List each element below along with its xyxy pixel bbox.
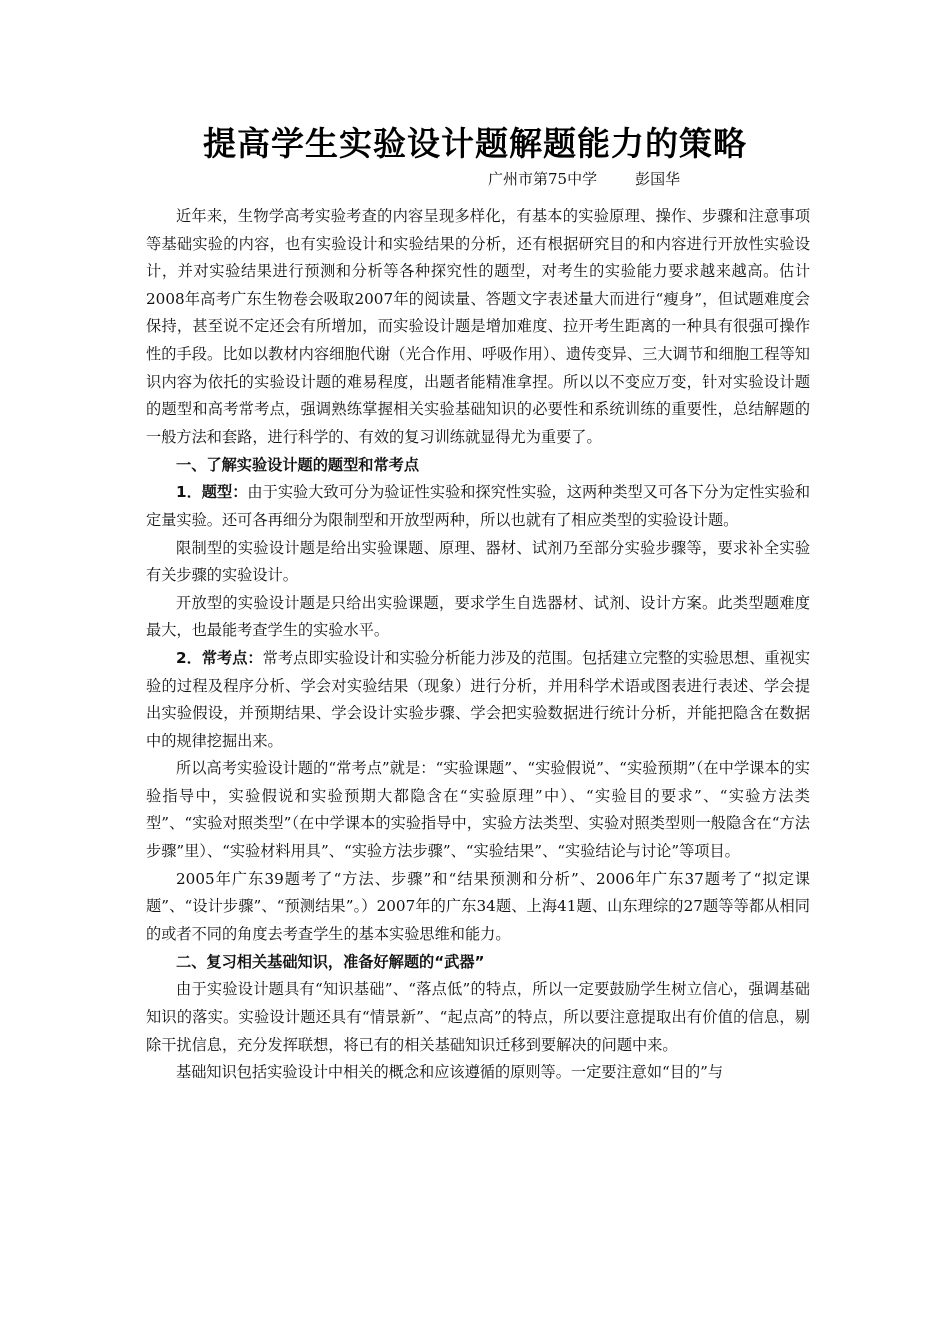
- section-heading-1: 一、了解实验设计题的题型和常考点: [176, 456, 419, 475]
- section-heading-2: 二、复习相关基础知识，准备好解题的“武器”: [176, 953, 485, 972]
- paragraph-common-points: 所以高考实验设计题的“常考点”就是：“实验课题”、“实验假说”、“实验预期”（在中学课本的实验指导中，实验假说和实验预期大都隐含在“实验原理”中）、“实验目的要求”、“实验方法类型”、“实验对照类型”（在中学课本的实验指导中，实验方法类型、实验对照类型则一般隐含在“方法步骤”里）、“实验材料用具”、“实验方法步骤”、“实验结果”、“实验结论与讨论”等项目。: [146, 759, 810, 861]
- author-name: 彭国华: [635, 170, 681, 188]
- paragraph-text-test-points: 常考点即实验设计和实验分析能力涉及的范围。包括建立完整的实验思想、重视实验的过程及程序分析、学会对实验结果（现象）进行分析，并用科学术语或图表进行表述、学会提出实验假设，并预期结果、学会设计实验步骤、学会把实验数据进行统计分析，并能把隐含在数据中的规律挖掘出来。: [146, 648, 811, 750]
- paragraph-lead-test-points: 2．常考点：: [176, 648, 263, 667]
- author-school: 广州市第75中学: [488, 170, 598, 188]
- paragraph-open-type: 开放型的实验设计题是只给出实验课题，要求学生自选器材、试剂、设计方案。此类型题难度最大，也最能考查学生的实验水平。: [146, 593, 810, 640]
- paragraph-test-points: [146, 645, 810, 755]
- paragraph-intro: 近年来，生物学高考实验考查的内容呈现多样化，有基本的实验原理、操作、步骤和注意事项等基础实验的内容，也有实验设计和实验结果的分析，还有根据研究目的和内容进行开放性实验设计，并对实验结果进行预测和分析等各种探究性的题型，对考生的实验能力要求越来越高。估计2008年高考广东生物卷会吸取2007年的阅读量、答题文字表述量大而进行“瘦身”，但试题难度会保持，甚至说不定还会有所增加，而实验设计题是增加难度、拉开考生距离的一种具有很强可操作性的手段。比如以教材内容细胞代谢（光合作用、呼吸作用）、遗传变异、三大调节和细胞工程等知识内容为依托的实验设计题的难易程度，出题者能精准拿捏。所以以不变应万变，针对实验设计题的题型和高考常考点，强调熟练掌握相关实验基础知识的必要性和系统训练的重要性，总结解题的一般方法和套路，进行科学的、有效的复习训练就显得尤为重要了。: [146, 207, 810, 446]
- paragraph-restricted-type: 限制型的实验设计题是给出实验课题、原理、器材、试剂乃至部分实验步骤等，要求补全实验有关步骤的实验设计。: [146, 538, 810, 585]
- paragraph-lead-types: 1．题型：: [176, 483, 248, 502]
- document-title: 提高学生实验设计题解题能力的策略: [203, 124, 747, 163]
- paragraph-question-types: [146, 479, 810, 534]
- paragraph-knowledge-base: 由于实验设计题具有“知识基础”、“落点低”的特点，所以一定要鼓励学生树立信心，强调基础知识的落实。实验设计题还具有“情景新”、“起点高”的特点，所以要注意提取出有价值的信息，剔除干扰信息，充分发挥联想，将已有的相关基础知识迁移到要解决的问题中来。: [146, 980, 810, 1054]
- paragraph-basic-knowledge: 基础知识包括实验设计中相关的概念和应该遵循的原则等。一定要注意如“目的”与: [176, 1063, 724, 1082]
- paragraph-exam-examples: 2005年广东39题考了“方法、步骤”和“结果预测和分析”、2006年广东37题考了“拟定课题”、“设计步骤”、“预测结果”。）2007年的广东34题、上海41题、山东理综的27题等等都从相同的或者不同的角度去考查学生的基本实验思维和能力。: [146, 869, 810, 943]
- paragraph-text-types: 由于实验大致可分为验证性实验和探究性实验，这两种类型又可各下分为定性实验和定量实验。还可各再细分为限制型和开放型两种，所以也就有了相应类型的实验设计题。: [146, 483, 811, 529]
- document-body: [146, 203, 810, 1087]
- byline: [488, 168, 718, 189]
